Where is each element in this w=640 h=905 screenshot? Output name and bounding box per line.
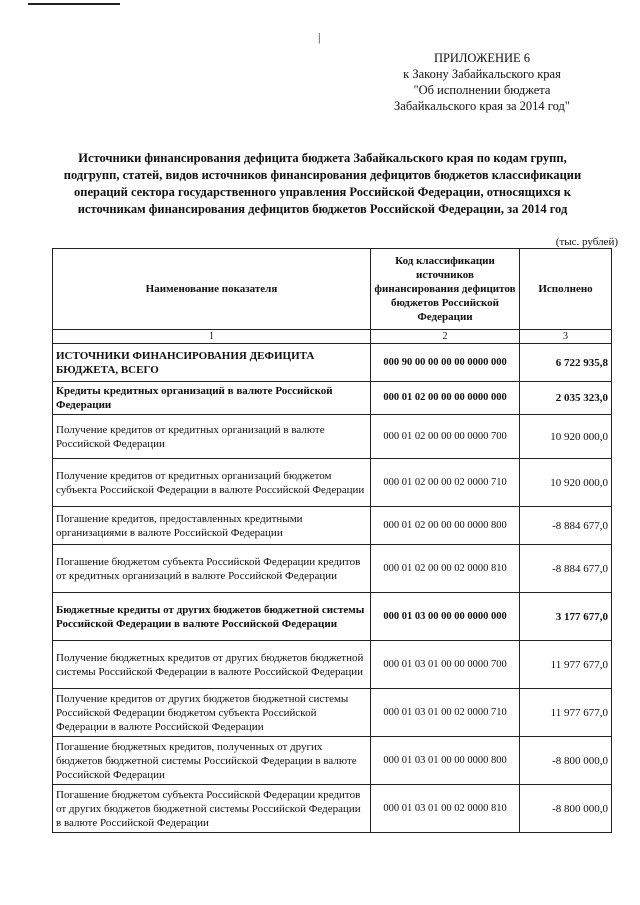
row-code: 000 01 02 00 00 02 0000 710 <box>371 459 520 507</box>
row-name: Получение бюджетных кредитов от других бюджетов бюджетной системы Российской Федерации в валюте Российской Федерации <box>53 641 371 689</box>
scan-tick-mark: | <box>318 30 321 44</box>
heading-line: Источники финансирования дефицита бюджета Забайкальского края по кодам групп, <box>78 151 567 165</box>
row-name: Погашение кредитов, предоставленных кредитными организациями в валюте Российской Федерации <box>53 507 371 545</box>
row-name: Кредиты кредитных организаций в валюте Российской Федерации <box>53 382 371 415</box>
appendix-line: "Об исполнении бюджета <box>413 83 551 97</box>
header-value: Исполнено <box>520 249 612 330</box>
top-scan-line <box>28 3 120 5</box>
row-value: -8 800 000,0 <box>520 737 612 785</box>
heading-line: операций сектора государственного управления Российской Федерации, относящихся к <box>74 185 571 199</box>
row-code: 000 01 03 01 00 02 0000 810 <box>371 785 520 833</box>
table-row <box>53 689 612 737</box>
row-code: 000 90 00 00 00 00 0000 000 <box>371 344 520 382</box>
row-value: -8 884 677,0 <box>520 507 612 545</box>
row-name: ИСТОЧНИКИ ФИНАНСИРОВАНИЯ ДЕФИЦИТА БЮДЖЕТА, ВСЕГО <box>53 344 371 382</box>
appendix-title: ПРИЛОЖЕНИЕ 6 <box>433 51 531 65</box>
row-code: 000 01 02 00 00 02 0000 810 <box>371 545 520 593</box>
table-row <box>53 507 612 545</box>
table-row <box>53 382 612 415</box>
row-code: 000 01 02 00 00 00 0000 700 <box>371 415 520 459</box>
row-name: Погашение бюджетом субъекта Российской Федерации кредитов от кредитных организаций в валюте Российской Федерации <box>53 545 371 593</box>
row-value: 10 920 000,0 <box>520 415 612 459</box>
row-value: 10 920 000,0 <box>520 459 612 507</box>
row-code: 000 01 03 01 00 02 0000 710 <box>371 689 520 737</box>
document-heading <box>40 150 605 218</box>
table-row <box>53 785 612 833</box>
header-code: Код классификации источников финансирования дефицитов бюджетов Российской Федерации <box>371 249 520 330</box>
row-value: 6 722 935,8 <box>520 344 612 382</box>
row-value: 3 177 677,0 <box>520 593 612 641</box>
row-code: 000 01 03 01 00 00 0000 800 <box>371 737 520 785</box>
row-code: 000 01 03 01 00 00 0000 700 <box>371 641 520 689</box>
row-name: Бюджетные кредиты от других бюджетов бюджетной системы Российской Федерации в валюте Российской Федерации <box>53 593 371 641</box>
appendix-block <box>382 50 582 114</box>
table-row <box>53 415 612 459</box>
table-row <box>53 593 612 641</box>
column-number: 2 <box>371 330 520 344</box>
table-row <box>53 737 612 785</box>
table-row <box>53 459 612 507</box>
appendix-line: Забайкальского края за 2014 год" <box>394 99 570 113</box>
sources-table <box>52 248 612 833</box>
row-value: -8 800 000,0 <box>520 785 612 833</box>
heading-line: подгрупп, статей, видов источников финансирования дефицитов бюджетов классификации <box>63 168 582 182</box>
table-row <box>53 344 612 382</box>
row-code: 000 01 02 00 00 00 0000 800 <box>371 507 520 545</box>
units-label: (тыс. рублей) <box>555 236 618 248</box>
appendix-line: к Закону Забайкальского края <box>403 67 561 81</box>
table-row <box>53 641 612 689</box>
column-number-row <box>53 330 612 344</box>
column-number: 3 <box>520 330 612 344</box>
row-name: Получение кредитов от других бюджетов бюджетной системы Российской Федерации бюджетом субъекта Российской Федерации в валюте Российской Федерации <box>53 689 371 737</box>
row-code: 000 01 02 00 00 00 0000 000 <box>371 382 520 415</box>
column-number: 1 <box>53 330 371 344</box>
row-code: 000 01 03 00 00 00 0000 000 <box>371 593 520 641</box>
row-value: 11 977 677,0 <box>520 641 612 689</box>
row-value: 2 035 323,0 <box>520 382 612 415</box>
row-value: 11 977 677,0 <box>520 689 612 737</box>
heading-line: источникам финансирования дефицитов бюджетов Российской Федерации, за 2014 год <box>77 202 568 216</box>
table-row <box>53 545 612 593</box>
row-name: Погашение бюджетных кредитов, полученных от других бюджетов бюджетной системы Российской Федерации в валюте Российской Федерации <box>53 737 371 785</box>
row-value: -8 884 677,0 <box>520 545 612 593</box>
header-name: Наименование показателя <box>53 249 371 330</box>
row-name: Получение кредитов от кредитных организаций в валюте Российской Федерации <box>53 415 371 459</box>
row-name: Погашение бюджетом субъекта Российской Федерации кредитов от других бюджетов бюджетной системы Российской Федерации в валюте Российской Федерации <box>53 785 371 833</box>
table-header-row <box>53 249 612 330</box>
row-name: Получение кредитов от кредитных организаций бюджетом субъекта Российской Федерации в валюте Российской Федерации <box>53 459 371 507</box>
